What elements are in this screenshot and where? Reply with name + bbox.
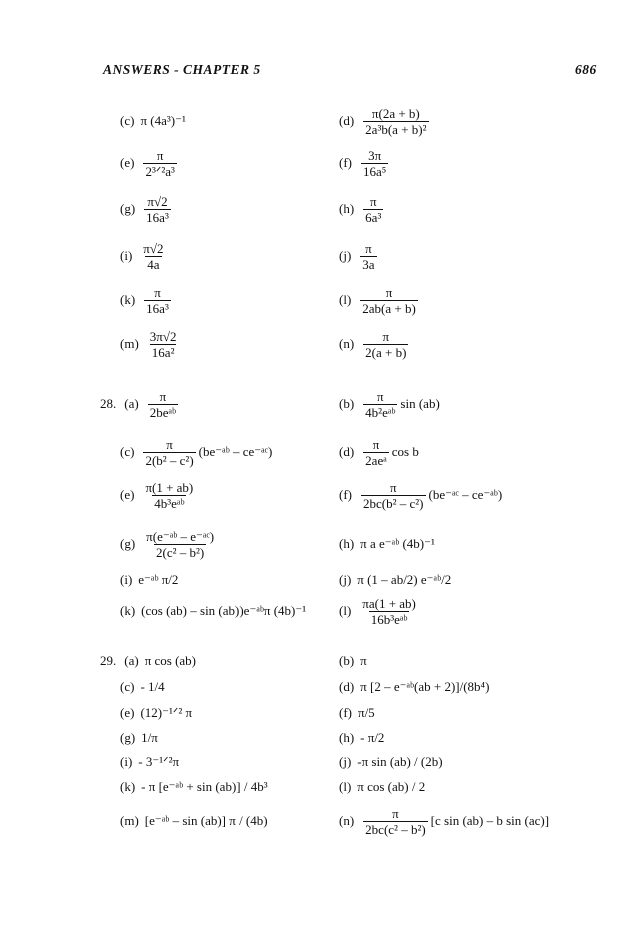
fraction: $\frac{\pi}{\text{2bc(b² – c²)}}$ <box>363 479 424 511</box>
fraction: $\frac{\pi(1 + ab)}{\text{4b³eᵃᵇ}}$ <box>145 479 194 511</box>
chapter-heading: ANSWERS - CHAPTER 5 <box>103 62 261 77</box>
fraction: $\frac{\text{π(e⁻ᵃᵇ – e⁻ᵃᶜ)}}{\text{2(c² – b²)}}$ <box>146 528 215 560</box>
fraction: $\frac{\pi}{2ab(a + b)}$ <box>362 284 416 316</box>
fraction: $\frac{\pi}{\text{16a³}}$ <box>146 284 169 316</box>
fraction: $\frac{\pi}{\text{4b²eᵃᵇ}}$ <box>365 388 396 420</box>
fraction: $\frac{\pi}{\text{6a³}}$ <box>365 193 382 225</box>
fraction: $\frac{\pi}{3a}$ <box>362 240 375 272</box>
problem-number: 29. <box>100 653 117 668</box>
page-number: 686 <box>575 62 597 77</box>
fraction: $\frac{\pi}{\text{2beᵃᵇ}}$ <box>149 388 177 420</box>
problem-number: 28. <box>100 396 117 411</box>
fraction: $\frac{\pi a(1 + ab)}{\text{16b³eᵃᵇ}}$ <box>362 595 416 627</box>
fraction: $\frac{\pi(2a + b)}{\text{2a³b(a + b)²}}$ <box>365 105 427 137</box>
fraction: $\frac{3\pi√2}{\text{16a²}}$ <box>149 328 177 360</box>
fraction: $\frac{\pi√2}{4a}$ <box>143 240 164 272</box>
fraction: $\frac{\pi}{\text{2bc(c² – b²)}}$ <box>365 805 426 837</box>
fraction: $\frac{\pi}{\text{2(b² – c²)}}$ <box>145 436 194 468</box>
fraction: $\frac{\pi}{\text{2³ᐟ²a³}}$ <box>145 147 175 179</box>
fraction: $\frac{\pi}{\text{2aeᵃ}}$ <box>365 436 387 468</box>
fraction: $\frac{\pi√2}{\text{16a³}}$ <box>146 193 169 225</box>
fraction: $\frac{3\pi}{\text{16a⁵}}$ <box>363 147 387 179</box>
fraction: $\frac{\pi}{2(a + b)}$ <box>365 328 407 360</box>
